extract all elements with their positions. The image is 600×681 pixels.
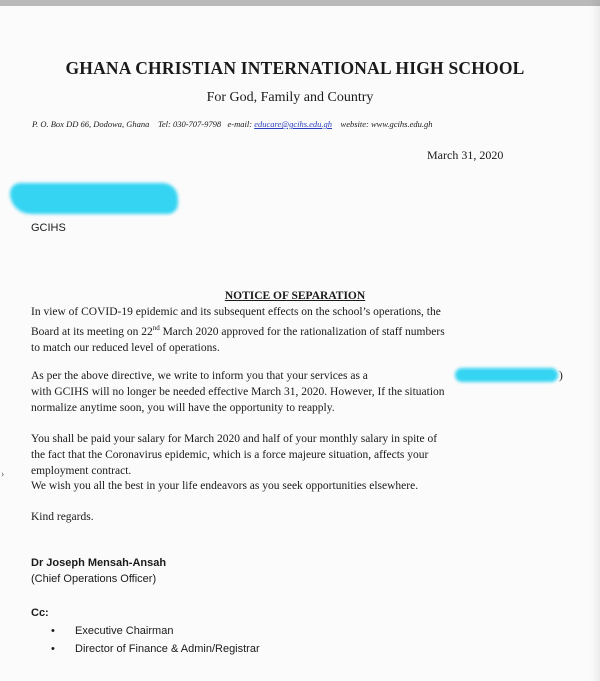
paragraph-text: As per the above directive, we write to inform you that your services as a <box>31 370 368 382</box>
ordinal-suffix: nd <box>152 324 160 332</box>
signer-title: (Chief Operations Officer) <box>31 573 157 585</box>
school-motto: For God, Family and Country <box>206 90 374 105</box>
list-item <box>51 640 260 658</box>
paragraph-line: normalize anytime soon, you will have the opportunity to reapply. <box>31 402 335 414</box>
telephone: Tel: 030-707-9798 <box>157 119 222 129</box>
recipient-organization: GCIHS <box>31 222 66 234</box>
list-item <box>51 622 260 640</box>
date-text: Board at its meeting on 22 <box>31 325 153 338</box>
paragraph-line: We wish you all the best in your life endeavors as you seek opportunities elsewhere. <box>31 480 419 492</box>
email-link[interactable]: educare@gcihs.edu.gh <box>254 119 333 129</box>
school-name: GHANA CHRISTIAN INTERNATIONAL HIGH SCHOOL <box>65 58 525 78</box>
website: website: www.gcihs.edu.gh <box>340 119 433 129</box>
paragraph-line: to match our reduced level of operations. <box>31 341 220 354</box>
redacted-position <box>455 368 558 382</box>
paragraph-line: with GCIHS will no longer be needed effective March 31, 2020. However, If the situation <box>31 386 445 398</box>
bullet-icon: • <box>51 625 55 637</box>
paragraph-line <box>31 320 564 340</box>
cc-list <box>51 622 260 658</box>
page-edge-shadow <box>590 0 600 681</box>
redacted-recipient-name <box>10 183 178 214</box>
contact-line <box>32 119 562 129</box>
closing-phrase: Kind regards. <box>31 511 94 523</box>
email-label: e-mail: <box>227 119 253 129</box>
paragraph-1 <box>31 304 564 356</box>
cc-recipient: Director of Finance & Admin/Registrar <box>75 643 260 655</box>
paragraph-line: employment contract. <box>31 465 132 477</box>
margin-mark: › <box>1 469 5 480</box>
bullet-icon: • <box>51 643 55 655</box>
paragraph-3 <box>31 431 564 479</box>
paragraph-4 <box>31 478 564 494</box>
signer-name: Dr Joseph Mensah-Ansah <box>31 557 167 569</box>
paragraph-line: the fact that the Coronavirus epidemic, which is a force majeure situation, affects your <box>31 449 429 461</box>
postal-address: P. O. Box DD 66, Dodowa, Ghana <box>32 119 150 129</box>
cc-label: Cc: <box>31 607 49 619</box>
closing-parenthesis: ) <box>559 370 563 382</box>
paragraph-line: You shall be paid your salary for March 2020 and half of your monthly salary in spite of <box>31 433 438 445</box>
paragraph-line: In view of COVID-19 epidemic and its subsequent effects on the school’s operations, the <box>31 306 441 318</box>
letter-date: March 31, 2020 <box>427 148 504 162</box>
top-border <box>0 0 600 6</box>
cc-recipient: Executive Chairman <box>75 625 174 637</box>
date-text-rest: March 2020 approved for the rationalization of staff numbers <box>159 325 445 338</box>
notice-heading: NOTICE OF SEPARATION <box>224 290 366 302</box>
